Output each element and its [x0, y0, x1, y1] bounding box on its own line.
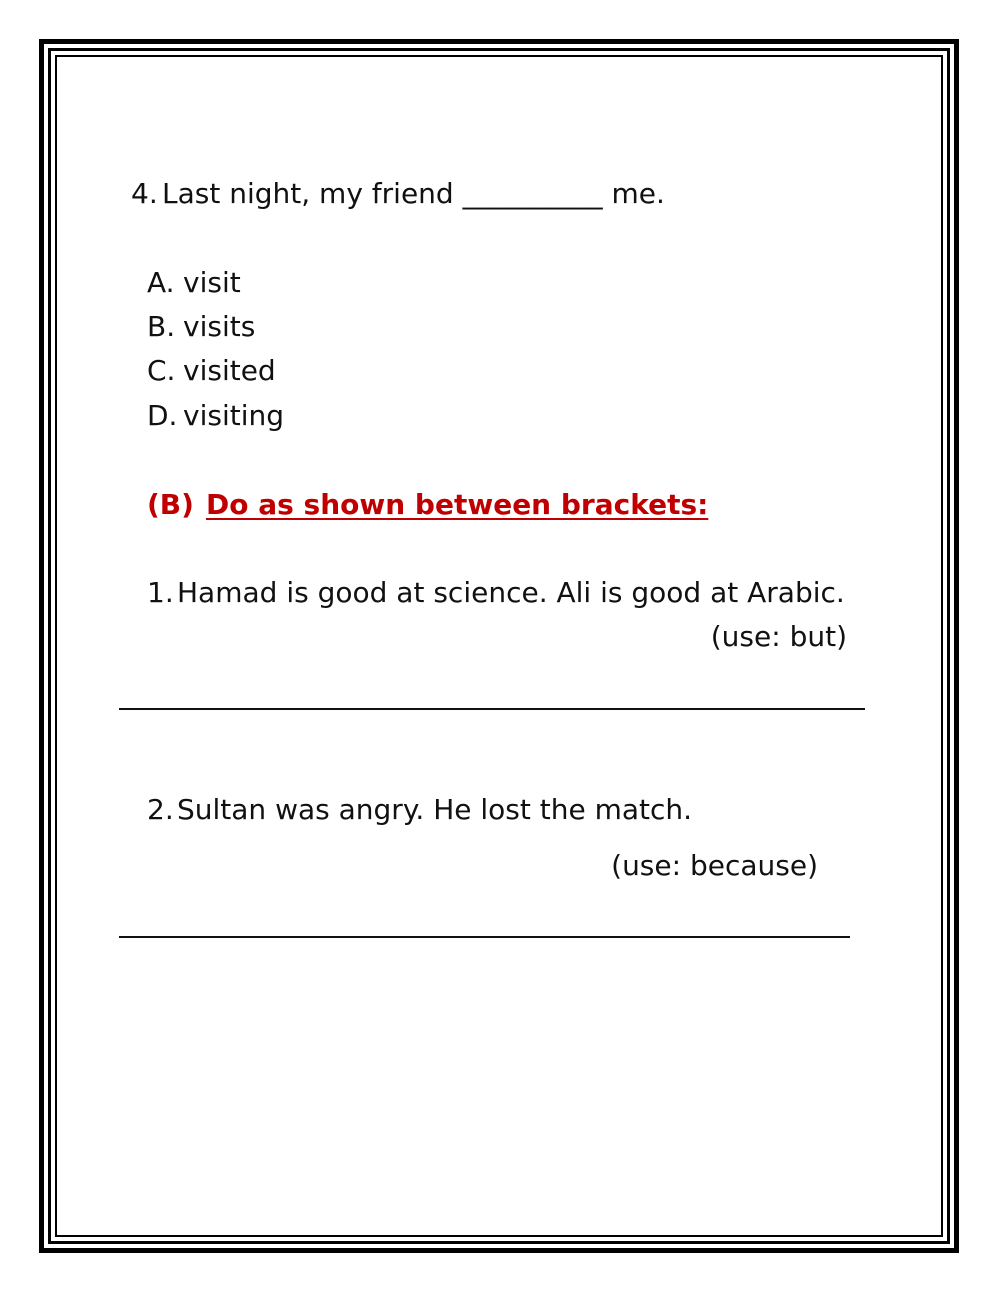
option-text: visit — [183, 266, 241, 299]
answer-line-1[interactable] — [119, 708, 865, 710]
exercise-text: Hamad is good at science. Ali is good at Arabic. — [177, 576, 845, 609]
exercise-2-hint: (use: because) — [611, 849, 818, 882]
exercise-2 — [147, 793, 692, 827]
exercise-1 — [147, 576, 845, 610]
answer-line-2[interactable] — [119, 936, 850, 938]
option-text: visited — [183, 354, 276, 387]
exercise-number: 1. — [147, 576, 174, 609]
option-b[interactable] — [147, 310, 255, 344]
section-b-heading — [147, 488, 708, 522]
option-text: visiting — [183, 399, 284, 432]
exercise-1-hint: (use: but) — [710, 620, 847, 653]
option-letter: C. — [147, 354, 176, 387]
question-4 — [131, 177, 665, 211]
section-title: Do as shown between brackets: — [206, 488, 709, 521]
question-number: 4. — [131, 177, 158, 210]
question-text: Last night, my friend __________ me. — [162, 177, 665, 210]
option-d[interactable] — [147, 399, 284, 433]
exercise-number: 2. — [147, 793, 174, 826]
option-letter: B. — [147, 310, 176, 343]
option-c[interactable] — [147, 354, 276, 388]
option-letter: A. — [147, 266, 175, 299]
exercise-text: Sultan was angry. He lost the match. — [177, 793, 693, 826]
option-text: visits — [183, 310, 256, 343]
option-letter: D. — [147, 399, 178, 432]
section-letter: (B) — [147, 488, 194, 521]
option-a[interactable] — [147, 266, 241, 300]
